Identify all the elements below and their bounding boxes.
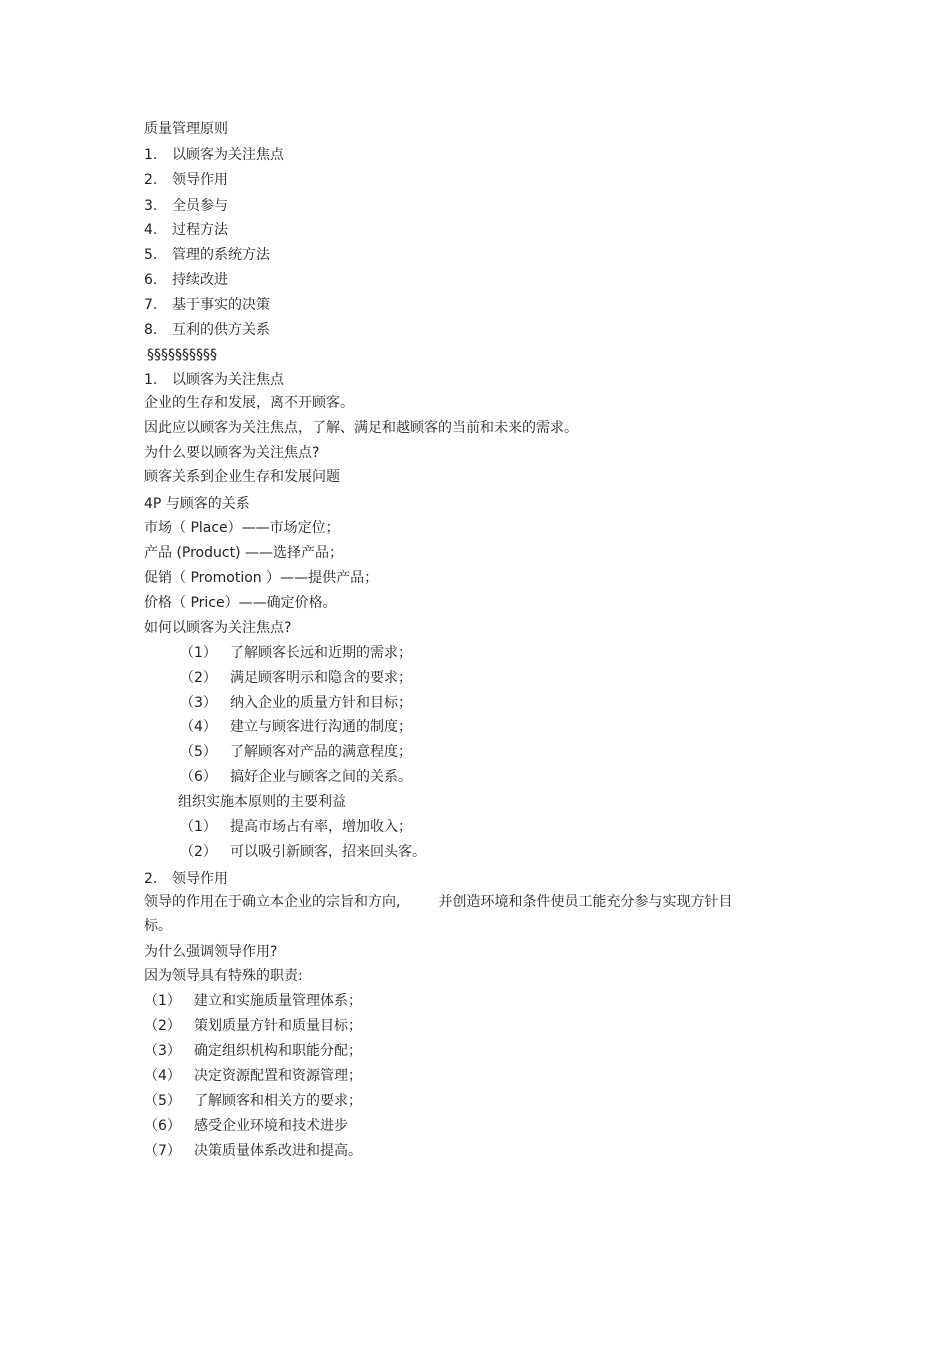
answer: 因为领导具有特殊的职责: [144, 968, 303, 984]
paragraph: 因此应以顾客为关注焦点，了解、满足和越顾客的当前和未来的需求。 [144, 420, 578, 436]
principle-item: 2. 领导作用 [144, 172, 228, 188]
paragraph: 领导的作用在于确立本企业的宗旨和方向, 并创造环境和条件使员工能充分参与实现方针目 [144, 894, 733, 910]
paragraph: 企业的生存和发展，离不开顾客。 [144, 395, 354, 411]
principle-item: 6. 持续改进 [144, 272, 228, 288]
principle-item: 4. 过程方法 [144, 222, 228, 238]
section-2-heading: 2. 领导作用 [144, 871, 228, 887]
list-item: （6） 搞好企业与顾客之间的关系。 [180, 769, 412, 785]
list-item: （7） 决策质量体系改进和提高。 [144, 1143, 362, 1159]
principle-item: 3. 全员参与 [144, 198, 228, 214]
document-title: 质量管理原则 [144, 121, 228, 137]
answer: 顾客关系到企业生存和发展问题 [144, 469, 340, 485]
principle-item: 8. 互利的供方关系 [144, 322, 270, 338]
principle-item: 1. 以顾客为关注焦点 [144, 147, 284, 163]
benefit-title: 组织实施本原则的主要利益 [178, 794, 346, 810]
list-item: （4） 建立与顾客进行沟通的制度； [180, 719, 412, 735]
section-1-heading: 1. 以顾客为关注焦点 [144, 372, 284, 388]
question: 为什么要以顾客为关注焦点? [144, 445, 320, 461]
question: 如何以顾客为关注焦点? [144, 620, 292, 636]
list-item: （3） 确定组织机构和职能分配； [144, 1043, 362, 1059]
principle-item: 5. 管理的系统方法 [144, 247, 270, 263]
list-item: （2） 可以吸引新顾客，招来回头客。 [180, 844, 426, 860]
principle-item: 7. 基于事实的决策 [144, 297, 270, 313]
list-item: （4） 决定资源配置和资源管理； [144, 1068, 362, 1084]
fourp-item: 促销（ Promotion ）——提供产品； [144, 570, 379, 586]
list-item: （1） 提高市场占有率，增加收入； [180, 819, 412, 835]
list-item: （5） 了解顾客和相关方的要求； [144, 1093, 362, 1109]
paragraph-continuation: 标。 [144, 918, 172, 934]
list-item: （2） 满足顾客明示和隐含的要求； [180, 670, 412, 686]
fourp-title: 4P 与顾客的关系 [144, 496, 250, 512]
list-item: （2） 策划质量方针和质量目标； [144, 1018, 362, 1034]
list-item: （1） 建立和实施质量管理体系； [144, 993, 362, 1009]
fourp-item: 产品 (Product) ——选择产品； [144, 545, 343, 561]
list-item: （5） 了解顾客对产品的满意程度； [180, 744, 412, 760]
list-item: （6） 感受企业环境和技术进步 [144, 1118, 348, 1134]
question: 为什么强调领导作用? [144, 944, 278, 960]
fourp-item: 市场（ Place）——市场定位； [144, 520, 340, 536]
list-item: （3） 纳入企业的质量方针和目标； [180, 695, 412, 711]
fourp-item: 价格（ Price）——确定价格。 [144, 595, 337, 611]
section-separator: §§§§§§§§§§ [147, 347, 217, 363]
list-item: （1） 了解顾客长远和近期的需求； [180, 645, 412, 661]
